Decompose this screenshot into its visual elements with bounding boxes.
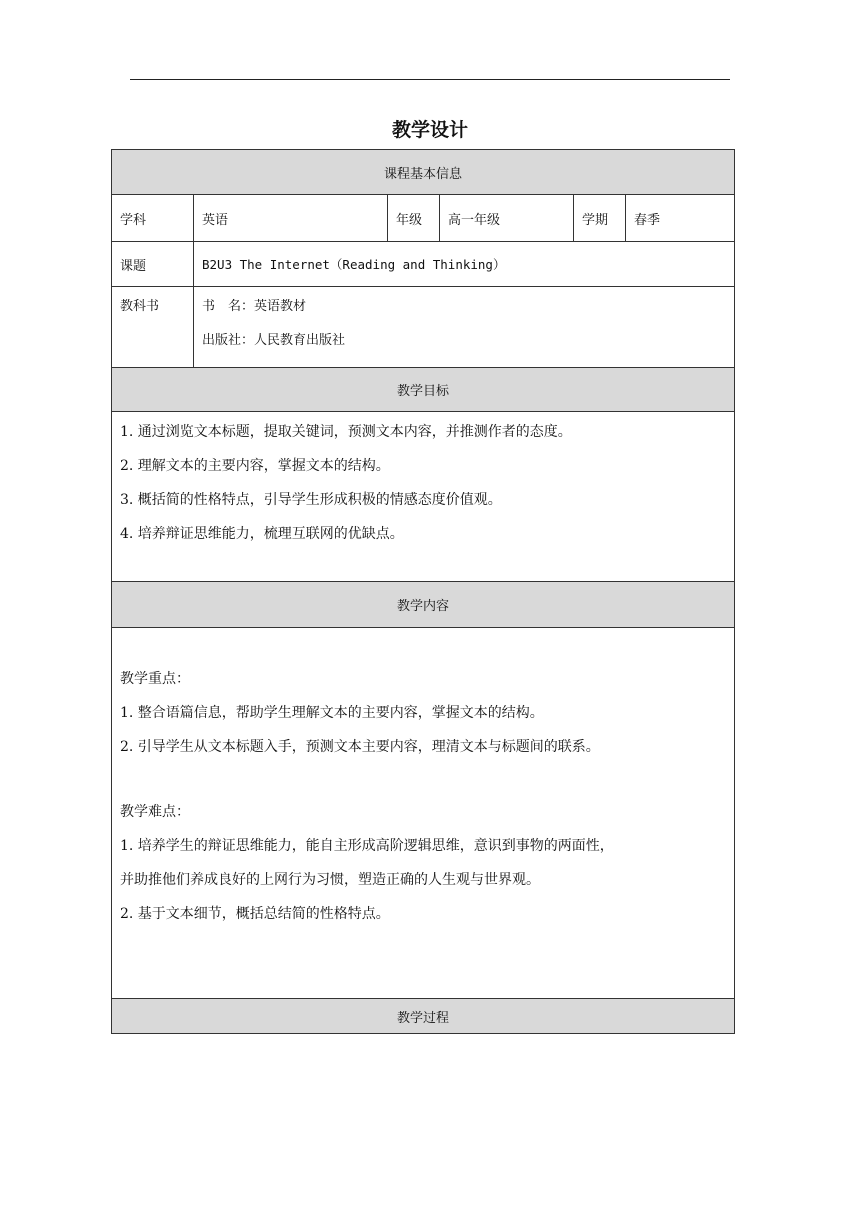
objective-item: 1. 通过浏览文本标题，提取关键词，预测文本内容，并推测作者的态度。 bbox=[120, 424, 572, 440]
key-points-title: 教学重点： bbox=[120, 671, 190, 687]
basic-info-header: 课程基本信息 bbox=[112, 150, 734, 195]
textbook-info bbox=[194, 287, 734, 367]
objectives-header: 教学目标 bbox=[112, 368, 734, 412]
topic-label: 课题 bbox=[112, 242, 194, 286]
process-header: 教学过程 bbox=[112, 999, 734, 1033]
textbook-label: 教科书 bbox=[112, 287, 194, 367]
info-row bbox=[112, 195, 734, 242]
subject-value: 英语 bbox=[194, 195, 388, 241]
difficulty-item: 2. 基于文本细节，概括总结简的性格特点。 bbox=[120, 906, 390, 922]
difficulty-item: 并助推他们养成良好的上网行为习惯，塑造正确的人生观与世界观。 bbox=[120, 872, 540, 888]
textbook-row bbox=[112, 287, 734, 368]
key-point-item: 1. 整合语篇信息，帮助学生理解文本的主要内容，掌握文本的结构。 bbox=[120, 705, 544, 721]
grade-label: 年级 bbox=[388, 195, 440, 241]
objectives-section bbox=[112, 412, 734, 582]
subject-label: 学科 bbox=[112, 195, 194, 241]
topic-row bbox=[112, 242, 734, 287]
content-section bbox=[112, 628, 734, 999]
objective-item: 2. 理解文本的主要内容，掌握文本的结构。 bbox=[120, 458, 390, 474]
content-header: 教学内容 bbox=[112, 582, 734, 628]
header-rule bbox=[130, 79, 730, 80]
term-value: 春季 bbox=[634, 212, 661, 228]
term-label: 学期 bbox=[574, 195, 626, 241]
objective-item: 4. 培养辩证思维能力，梳理互联网的优缺点。 bbox=[120, 526, 404, 542]
objective-item: 3. 概括简的性格特点，引导学生形成积极的情感态度价值观。 bbox=[120, 492, 502, 508]
difficulty-item: 1. 培养学生的辩证思维能力，能自主形成高阶逻辑思维，意识到事物的两面性， bbox=[120, 838, 614, 854]
lesson-plan-table bbox=[111, 149, 735, 1034]
textbook-publisher: 出版社：人民教育出版社 bbox=[202, 333, 346, 348]
textbook-name: 书 名：英语教材 bbox=[202, 299, 307, 314]
difficulties-title: 教学难点： bbox=[120, 804, 190, 820]
grade-value: 高一年级 bbox=[440, 195, 574, 241]
key-point-item: 2. 引导学生从文本标题入手，预测文本主要内容，理清文本与标题间的联系。 bbox=[120, 739, 600, 755]
page-title: 教学设计 bbox=[391, 119, 468, 141]
topic-value: B2U3 The Internet（Reading and Thinking） bbox=[202, 257, 506, 272]
